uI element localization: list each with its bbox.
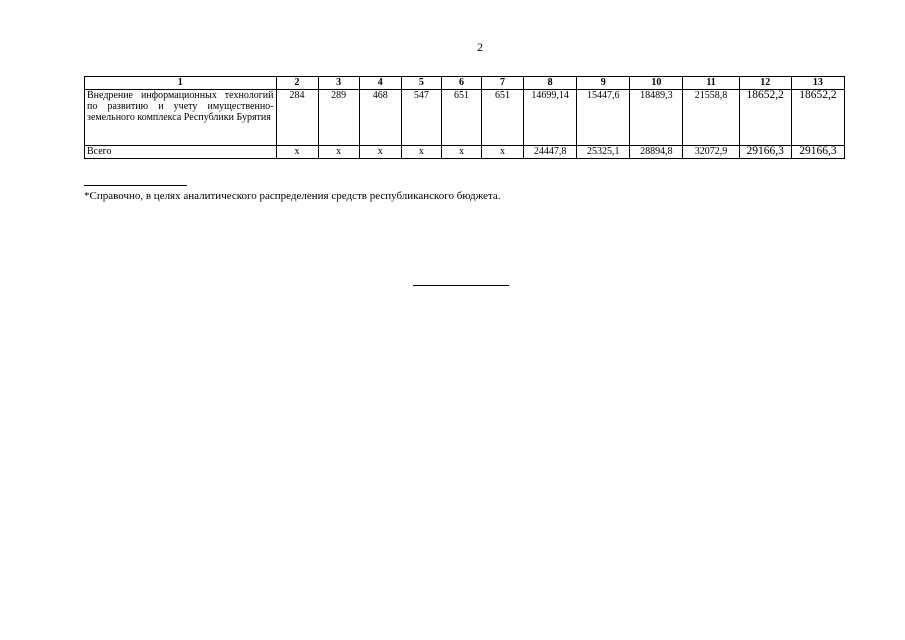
table-cell: х — [482, 146, 524, 159]
column-header: 1 — [85, 77, 277, 90]
column-header: 3 — [318, 77, 359, 90]
table-cell: 289 — [318, 90, 359, 146]
table-cell: 15447,6 — [577, 90, 630, 146]
table-cell: 284 — [276, 90, 318, 146]
table-cell: 18489,3 — [630, 90, 683, 146]
column-header: 12 — [739, 77, 791, 90]
table-cell: 18652,2 — [791, 90, 844, 146]
row-name: Внедрение информационных технологий по развитию и учету имущественно-земельного комплекса Республики Бурятия — [85, 90, 277, 146]
table-cell: 547 — [401, 90, 441, 146]
table-cell: 24447,8 — [524, 146, 577, 159]
column-header: 10 — [630, 77, 683, 90]
column-header: 7 — [482, 77, 524, 90]
table-cell: х — [401, 146, 441, 159]
table-cell: х — [276, 146, 318, 159]
table-cell: 29166,3 — [739, 146, 791, 159]
column-header: 6 — [441, 77, 481, 90]
table-cell: 468 — [359, 90, 401, 146]
footnote: *Справочно, в целях аналитического распределения средств республиканского бюджета. — [84, 190, 501, 202]
row-name: Всего — [85, 146, 277, 159]
column-header: 11 — [683, 77, 739, 90]
table-cell: 651 — [482, 90, 524, 146]
table-cell: 28894,8 — [630, 146, 683, 159]
table-cell: 18652,2 — [739, 90, 791, 146]
table-cell: х — [359, 146, 401, 159]
table-header-row — [85, 77, 845, 90]
table-row-total — [85, 146, 845, 159]
table-cell: х — [441, 146, 481, 159]
column-header: 2 — [276, 77, 318, 90]
table-cell: 21558,8 — [683, 90, 739, 146]
table-row — [85, 90, 845, 146]
column-header: 5 — [401, 77, 441, 90]
column-header: 4 — [359, 77, 401, 90]
table-cell: 32072,9 — [683, 146, 739, 159]
table-cell: 29166,3 — [791, 146, 844, 159]
table-cell: х — [318, 146, 359, 159]
column-header: 9 — [577, 77, 630, 90]
table-cell: 651 — [441, 90, 481, 146]
page-number: 2 — [477, 40, 483, 54]
footnote-divider — [84, 185, 187, 186]
table-cell: 14699,14 — [524, 90, 577, 146]
end-of-document-line — [413, 285, 509, 286]
column-header: 8 — [524, 77, 577, 90]
column-header: 13 — [791, 77, 844, 90]
table-cell: 25325,1 — [577, 146, 630, 159]
budget-table — [84, 76, 845, 159]
